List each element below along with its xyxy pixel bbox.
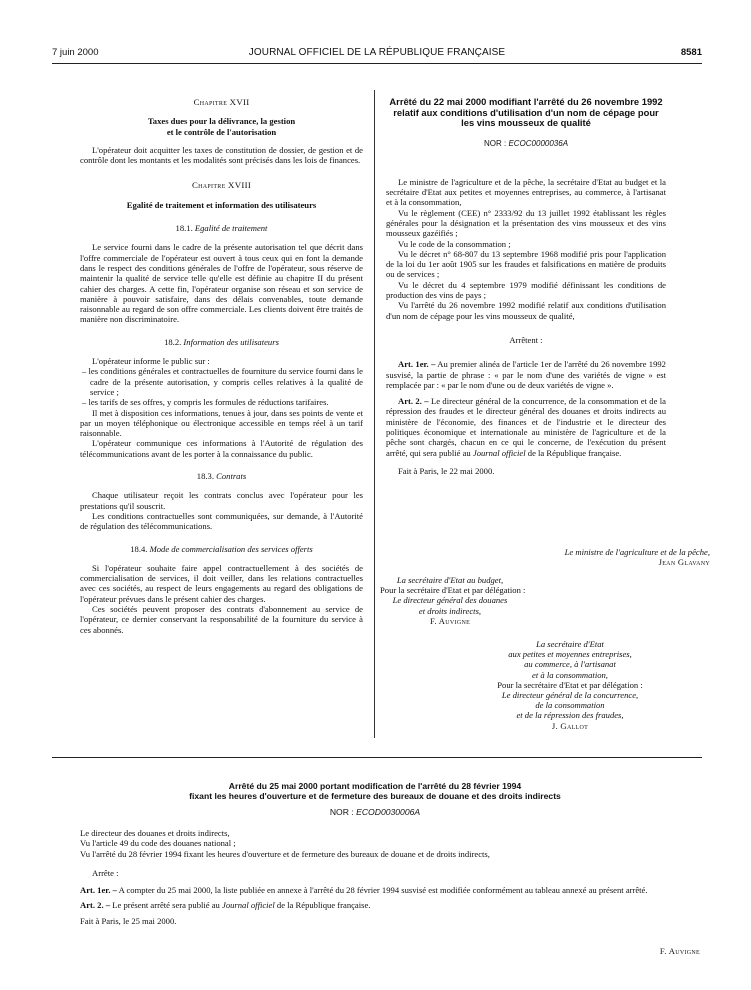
arretent-label: Arrêtent :	[509, 334, 543, 345]
bottom-line2: Vu l'article 49 du code des douanes national ;	[80, 838, 236, 849]
visa-reglement: Vu le règlement (CEE) n° 2333/92 du 13 juillet 1992 établissant les règles générales pour la désignation et la présentation des vins mousseux et des vins mousseux gazéifiés ;	[386, 207, 666, 239]
sig3-line4: et à la consommation,	[532, 669, 608, 680]
right-column	[386, 97, 666, 476]
section-rule	[52, 757, 702, 758]
page-number: 8581	[680, 47, 702, 58]
visa-code: Vu le code de la consommation ;	[398, 238, 511, 249]
article-2-end: de la République française.	[527, 447, 622, 458]
chapter-17-title-line1: Taxes dues pour la délivrance, la gestion	[147, 116, 296, 127]
header-rule	[52, 63, 702, 64]
bottom-article-1-label: Art. 1er. –	[80, 885, 117, 896]
bottom-title-line1: Arrêté du 25 mai 2000 portant modification de l'arrêté du 28 février 1994	[228, 781, 522, 791]
bottom-article-2-journal: Journal officiel	[222, 900, 275, 911]
signature-commerce	[470, 639, 670, 731]
section-18-2-item1: – les conditions générales et contractuelles de fourniture du service fourni dans le cadre de la présente autorisation, y compris celles relatives à la qualité de service ;	[82, 366, 363, 397]
section-18-2-heading	[80, 337, 363, 347]
chapter-18-title: Egalité de traitement et information des utilisateurs	[126, 199, 317, 210]
section-18-2-intro: L'opérateur informe le public sur :	[92, 356, 210, 367]
bottom-arrete-label: Arrête :	[92, 867, 119, 878]
section-18-2-item2: – les tarifs de ses offres, y compris les formules de réductions tarifaires.	[82, 397, 329, 408]
sig1-role: Le ministre de l'agriculture et de la pêche,	[564, 547, 710, 557]
sig3-line6: Le directeur général de la concurrence,	[501, 690, 639, 701]
bottom-nor-code: ECOD0030006A	[356, 807, 421, 817]
chapter-18-label: Chapitre XVIII	[191, 180, 252, 191]
sig2-line3: Le directeur général des douanes	[392, 595, 508, 606]
section-18-3-title: Contrats	[216, 471, 247, 482]
bottom-nor	[60, 807, 690, 817]
bottom-article-2-end: de la République française.	[276, 900, 371, 911]
nor-code: ECOC0000036A	[508, 138, 569, 148]
signature-budget	[380, 575, 526, 626]
bottom-article-1	[80, 885, 700, 895]
section-18-3-paragraph1: Chaque utilisateur reçoit les contrats conclus avec l'opérateur pour les prestations qu'il souscrit.	[80, 490, 363, 511]
bottom-title-line2: fixant les heures d'ouverture et de fermeture des bureaux de douane et des droits indirects	[189, 791, 561, 802]
bottom-article-2	[80, 900, 700, 910]
sig3-line1: La secrétaire d'Etat	[536, 639, 604, 649]
article-1-text: Au premier alinéa de l'article 1er de l'arrêté du 26 novembre 1992 susvisé, la partie de phrase : « par le nom d'une des variétés de vigne » est remplacée par : « par le nom d'une ou de deux variétés de vigne ».	[386, 359, 666, 390]
visa-decret-1979: Vu le décret du 4 septembre 1979 modifié définissant les conditions de production des vins de pays ;	[386, 279, 666, 301]
chapter-17-label: Chapitre XVII	[193, 97, 250, 107]
chapter-17-title-line2: et le contrôle de l'autorisation	[166, 126, 277, 137]
bottom-body	[80, 828, 700, 926]
sig1-name: Jean Glavany	[658, 557, 710, 568]
visa-decret-1968: Vu le décret n° 68-807 du 13 septembre 1968 modifié pris pour l'application de la loi du 1er août 1905 sur les fraudes et falsifications en matière de produits ou de services ;	[386, 248, 666, 280]
sig3-line8: et de la répression des fraudes,	[516, 710, 624, 721]
decree-title: Arrêté du 22 mai 2000 modifiant l'arrêté du 26 novembre 1992 relatif aux conditions d'utilisation d'un nom de cépage pour les vins mousseux de qualité	[389, 96, 663, 128]
sig3-line3: au commerce, à l'artisanat	[524, 659, 616, 670]
preamble-ministers: Le ministre de l'agriculture et de la pêche, la secrétaire d'Etat au budget et la secrétaire d'Etat aux petites et moyennes entreprises, au commerce, à l'artisanat et à la consommation,	[386, 176, 666, 208]
section-18-2-number: 18.2.	[164, 336, 182, 347]
sig2-line1: La secrétaire d'Etat au budget,	[396, 575, 504, 585]
sig3-line5: Pour la secrétaire d'Etat et par délégation :	[497, 679, 643, 690]
section-18-4-paragraph1: Si l'opérateur souhaite faire appel contractuellement à des sociétés de commercialisation de services, il doit veiller, dans les relations contractuelles avec ces sociétés, au respect de leurs engagements au regard des obligations de l'opérateur prévues dans le présent cahier des charges.	[80, 562, 363, 604]
section-18-1-text: Le service fourni dans le cadre de la présente autorisation tel que décrit dans l'offre commerciale de l'opérateur est ouvert à tous ceux qui en font la demande dans le respect des conditions générales de l'offre de l'opérateur, sous réserve de maintenir la qualité de service telle qu'elle est définie au chapitre II du présent cahier des charges. A cette fin, l'opérateur organise son réseau et son service de manière à pouvoir satisfaire, dans des délais convenables, toute demande raisonnable au regard de son offre commerciale. Les clients doivent être traités de manière non discriminatoire.	[80, 242, 363, 325]
decree-nor	[386, 139, 666, 149]
chapter-17-text: L'opérateur doit acquitter les taxes de constitution de dossier, de gestion et de contrôle dont les montants et les modalités sont précisés dans les lois de finances.	[80, 144, 363, 166]
sig3-line2: aux petites et moyennes entreprises,	[508, 649, 632, 660]
signature-minister	[470, 547, 710, 567]
section-18-4-paragraph2: Ces sociétés peuvent proposer des contrats d'abonnement au service de l'opérateur, ce dernier conservant la responsabilité de la fourniture du service à ces abonnés.	[80, 603, 363, 635]
signature-place-date: Fait à Paris, le 22 mai 2000.	[398, 465, 495, 476]
article-2-text: Le directeur général de la concurrence, de la consommation et de la répression des fraudes et le directeur général des douanes et droits indirects au ministère de l'économie, des finances et de l'industrie et le directeur des politiques économique et internationale au ministère de l'agriculture et de la pêche sont chargés, chacun en ce qui le concerne, de l'exécution du présent arrêté, qui sera publié au	[386, 396, 666, 458]
bottom-article-2-text: Le présent arrêté sera publié au	[112, 900, 220, 911]
bottom-article-1-text: A compter du 25 mai 2000, la liste publiée en annexe à l'arrêté du 28 février 1994 susvisé est modifiée conformément au tableau annexé au présent arrêté.	[118, 885, 648, 896]
visa-arrete-1992: Vu l'arrêté du 26 novembre 1992 modifié relatif aux conditions d'utilisation d'un nom de cépage pour les vins mousseux de qualité,	[386, 300, 666, 321]
section-18-1-title: Egalité de traitement	[194, 223, 268, 234]
column-divider	[374, 90, 375, 738]
sig3-name: J. Gallot	[551, 720, 589, 731]
sig2-line2: Pour la secrétaire d'Etat et par délégation :	[380, 585, 526, 596]
bottom-signature: F. Auvigne	[659, 946, 700, 956]
page-header	[52, 47, 702, 61]
section-18-4-title: Mode de commercialisation des services offerts	[149, 543, 313, 554]
section-18-4-number: 18.4.	[130, 543, 148, 554]
bottom-place-date: Fait à Paris, le 25 mai 2000.	[80, 915, 177, 926]
bottom-decree-title	[60, 781, 690, 802]
section-18-3-heading	[80, 471, 363, 481]
sig3-line7: de la consommation	[535, 700, 605, 711]
nor-label: NOR :	[483, 138, 507, 148]
section-18-3-paragraph2: Les conditions contractuelles sont communiquées, sur demande, à l'Autorité de régulation des télécommunications.	[80, 510, 363, 532]
bottom-line1: Le directeur des douanes et droits indirects,	[80, 828, 230, 838]
section-18-1-number: 18.1.	[175, 223, 193, 234]
issue-date: 7 juin 2000	[52, 47, 99, 58]
bottom-nor-label: NOR :	[329, 807, 354, 817]
article-1	[386, 359, 666, 390]
section-18-4-heading	[80, 544, 363, 554]
article-2-journal: Journal officiel	[472, 447, 526, 458]
section-18-2-title: Information des utilisateurs	[183, 336, 279, 347]
section-18-2-paragraph2: Il met à disposition ces informations, tenues à jour, dans ses points de vente et par un moyen téléphonique ou électronique accessible en temps réel à un tarif raisonnable.	[80, 407, 363, 439]
bottom-line3: Vu l'arrêté du 28 février 1994 fixant les heures d'ouverture et de fermeture des bureaux de douane et de droits indirects,	[80, 848, 490, 859]
section-18-3-number: 18.3.	[196, 471, 214, 482]
left-column	[80, 97, 363, 635]
sig2-line4: et droits indirects,	[418, 605, 482, 616]
section-18-2-paragraph3: L'opérateur communique ces informations à l'Autorité de régulation des télécommunications avant de les porter à la connaissance du public.	[80, 438, 363, 459]
article-2-label: Art. 2. –	[398, 396, 429, 407]
bottom-article-2-label: Art. 2. –	[80, 900, 111, 911]
article-1-label: Art. 1er. –	[398, 359, 436, 370]
sig2-name: F. Auvigne	[429, 615, 471, 626]
journal-title: JOURNAL OFFICIEL DE LA RÉPUBLIQUE FRANÇAISE	[248, 47, 506, 58]
article-2	[386, 396, 666, 458]
section-18-1-heading	[80, 223, 363, 233]
